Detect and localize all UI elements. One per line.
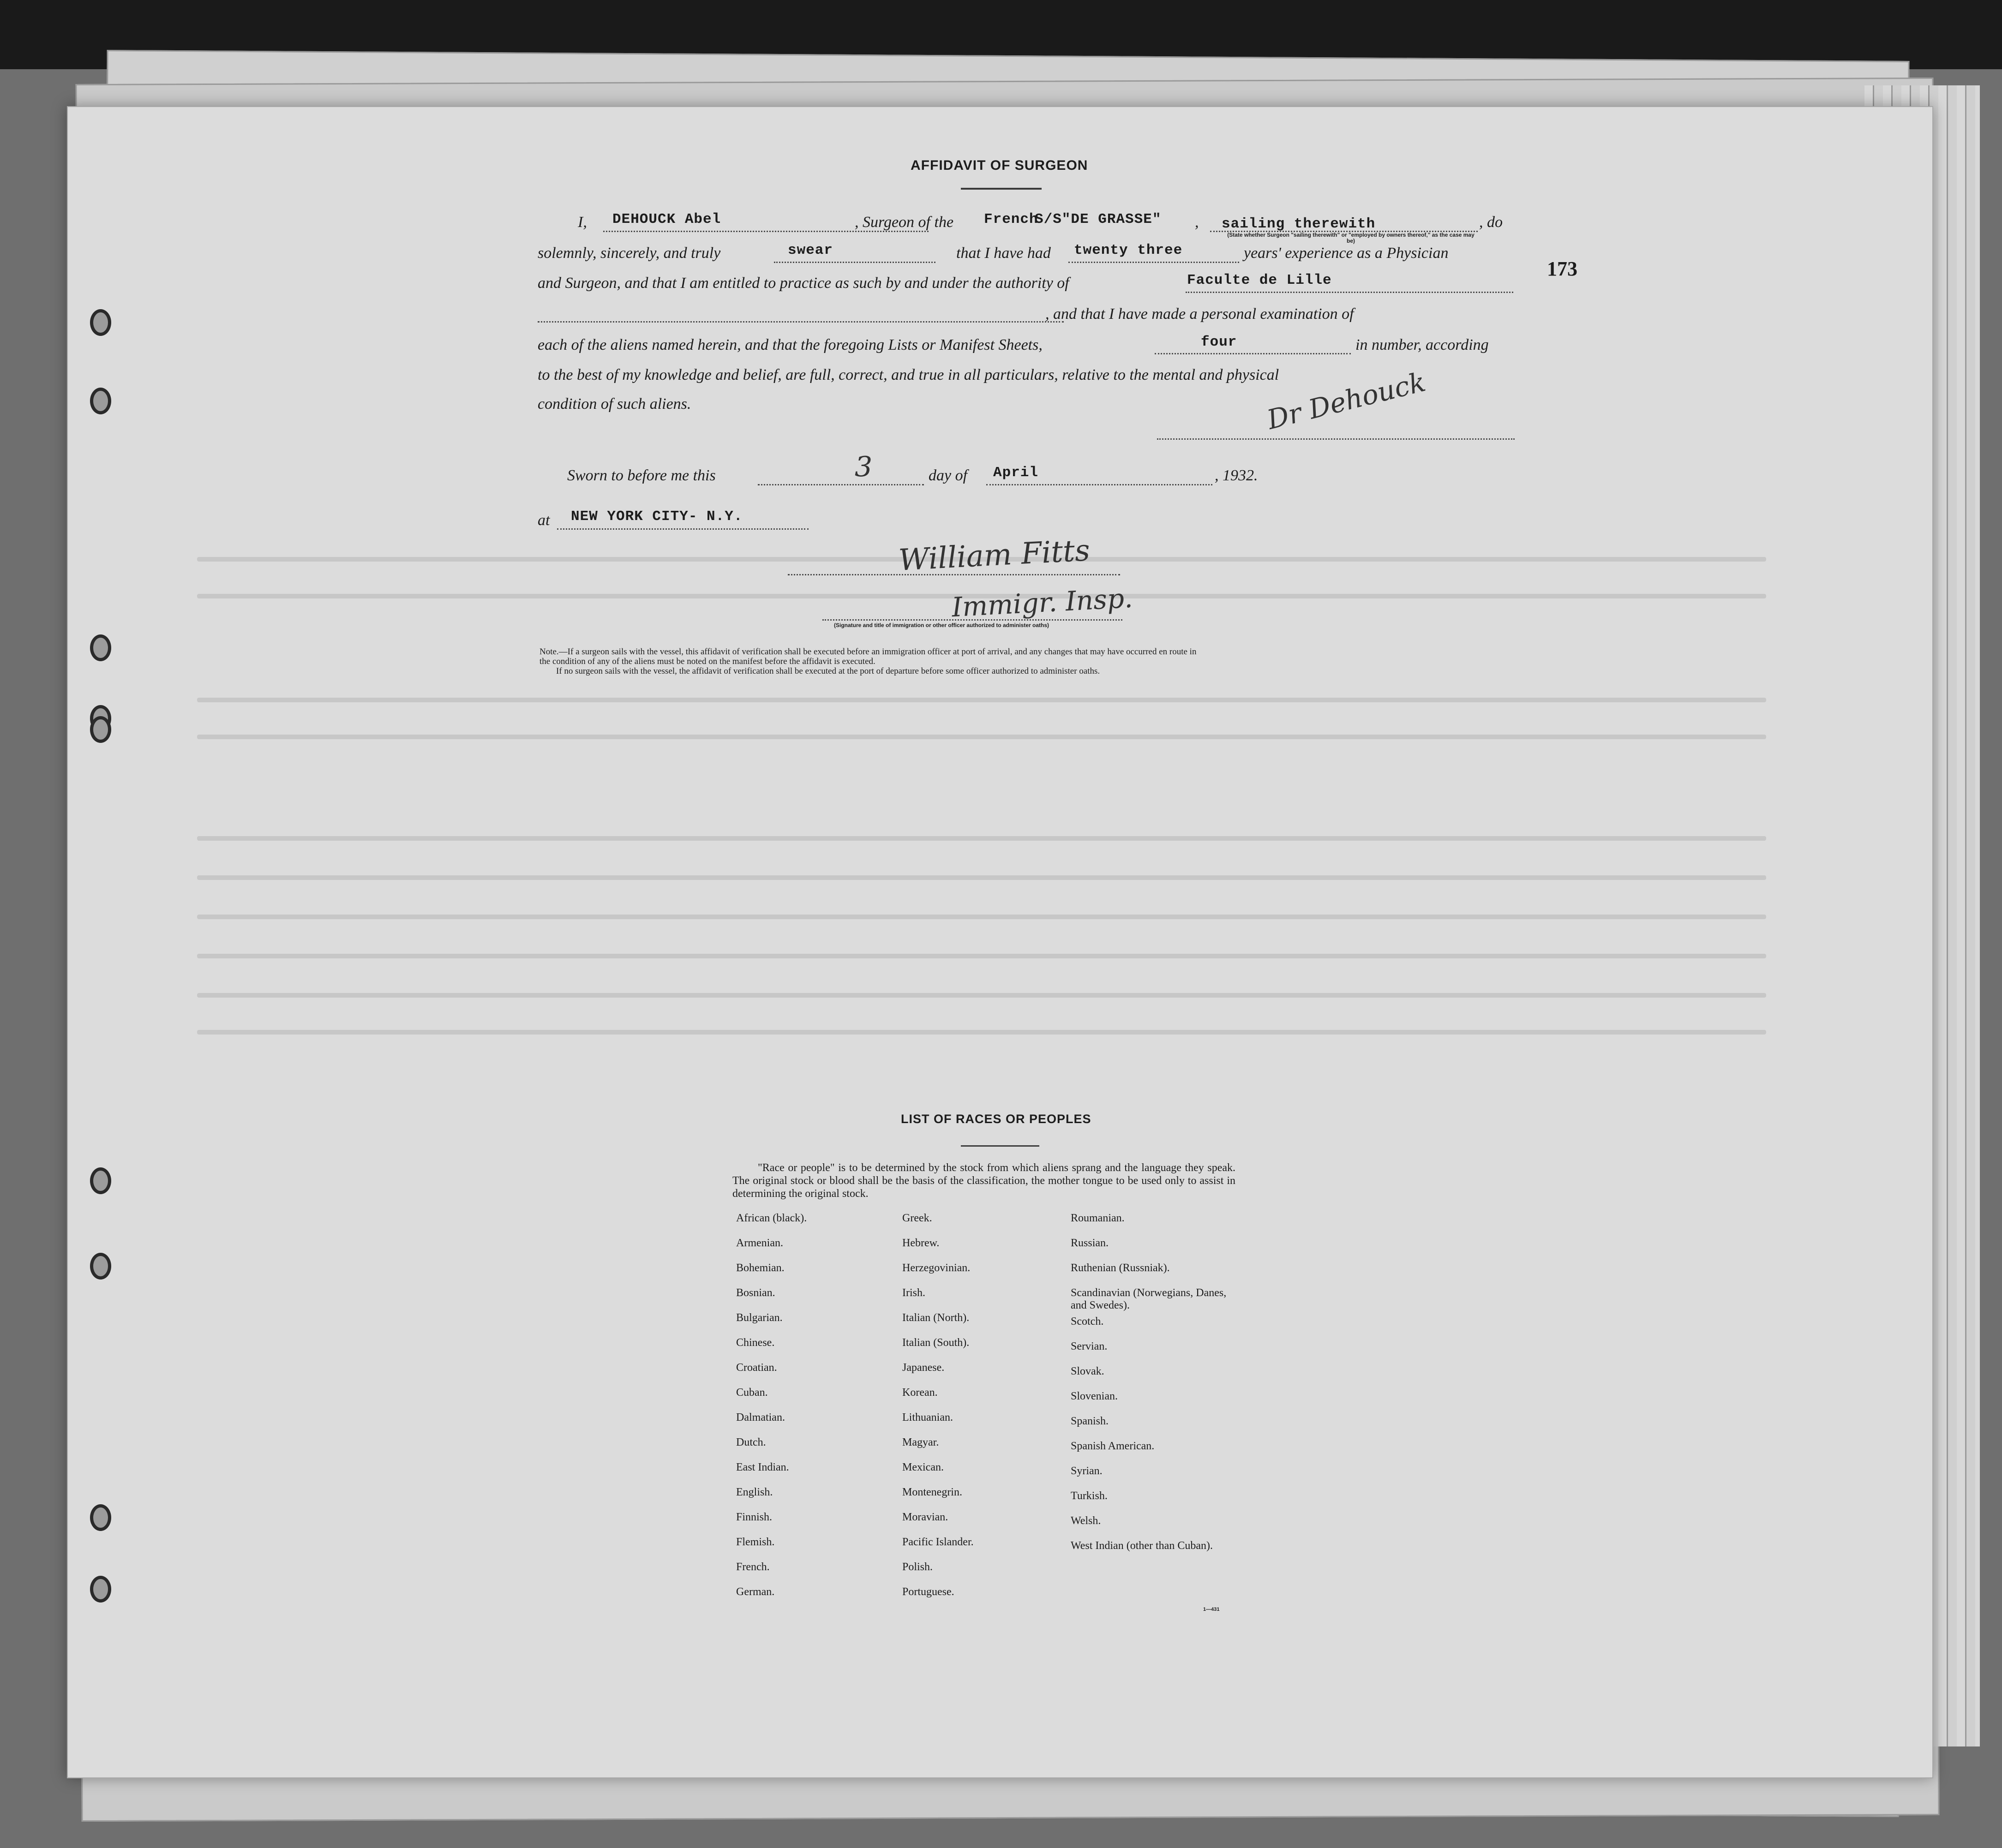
race-entry: Korean. (902, 1387, 938, 1399)
race-entry: Greek. (902, 1212, 932, 1224)
text-each-of-the-aliens: each of the aliens named herein, and that the foregoing Lists or Manifest Sheets, (538, 336, 1043, 353)
race-entry: East Indian. (736, 1461, 789, 1473)
races-title-underline (961, 1145, 1039, 1147)
text-day-of: day of (929, 467, 968, 484)
text-sworn: Sworn to before me this (567, 467, 716, 484)
officer-caption: (Signature and title of immigration or other officer authorized to administer oaths) (834, 622, 1049, 628)
race-entry: Mexican. (902, 1461, 944, 1473)
authority-blank (1186, 292, 1513, 293)
affidavit-page (67, 106, 1933, 1778)
text-do: , do (1479, 214, 1503, 231)
race-entry: Dalmatian. (736, 1411, 785, 1423)
race-entry: African (black). (736, 1212, 807, 1224)
bleed-through-row (197, 993, 1766, 998)
ship-name: S/S"DE GRASSE" (1035, 211, 1162, 227)
officer-signature-line (788, 574, 1120, 575)
race-entry: Slovak. (1071, 1365, 1104, 1377)
affidavit-title: AFFIDAVIT OF SURGEON (911, 158, 1088, 173)
race-entry: Pacific Islander. (902, 1536, 974, 1548)
text-in-number: in number, according (1355, 336, 1489, 353)
bleed-through-row (197, 698, 1766, 702)
surgeon-signature-line (1157, 438, 1515, 440)
races-column-2 (901, 1212, 1053, 1611)
race-entry: Bulgarian. (736, 1312, 783, 1324)
races-column-1 (735, 1212, 882, 1611)
text-at: at (538, 512, 550, 529)
race-entry: West Indian (other than Cuban). (1071, 1540, 1213, 1552)
race-entry: Italian (South). (902, 1337, 970, 1349)
race-entry: Bohemian. (736, 1262, 785, 1274)
race-entry: Cuban. (736, 1387, 768, 1399)
note-line-2: the condition of any of the aliens must be noted on the manifest before the affidavit is executed. (539, 657, 875, 666)
race-entry: Croatian. (736, 1362, 777, 1374)
races-intro: "Race or people" is to be determined by the stock from which aliens sprang and the language they speak. The original stock or blood shall be the basis of the classification, the mother tongue to be used only to assist in determining the original stock. (732, 1162, 1235, 1200)
bleed-through-row (197, 875, 1766, 880)
race-entry: Armenian. (736, 1237, 783, 1249)
race-entry: Spanish American. (1071, 1440, 1155, 1452)
race-entry: Montenegrin. (902, 1486, 962, 1498)
sailing-hint: (State whether Surgeon "sailing therewith" or "employed by owners thereof," as the case may be) (1227, 232, 1475, 244)
page-number: 173 (1547, 257, 1577, 280)
race-entry: Bosnian. (736, 1287, 775, 1299)
binder-hole-icon (90, 634, 111, 661)
race-entry: Polish. (902, 1561, 933, 1573)
note-line-1: Note.—If a surgeon sails with the vessel, this affidavit of verification shall be executed before an immigration officer at port of arrival, and any changes that may have occurred en route in (539, 647, 1197, 657)
sworn-month: April (993, 465, 1039, 481)
race-entry: Roumanian. (1071, 1212, 1125, 1224)
race-entry: Scandinavian (Norwegians, Danes, and Swedes). (1071, 1287, 1227, 1311)
sworn-year: , 1932. (1215, 467, 1258, 484)
binder-hole-icon (90, 716, 111, 743)
race-entry: Chinese. (736, 1337, 775, 1349)
race-entry: Magyar. (902, 1436, 939, 1448)
race-entry: Dutch. (736, 1436, 766, 1448)
binder-hole-icon (90, 388, 111, 414)
race-entry: Welsh. (1071, 1515, 1101, 1527)
race-entry: Servian. (1071, 1340, 1108, 1352)
race-entry: Syrian. (1071, 1465, 1103, 1477)
bleed-through-row (197, 954, 1766, 958)
races-title: LIST OF RACES OR PEOPLES (901, 1112, 1091, 1126)
text-i: I, (578, 214, 587, 231)
officer-title: Immigr. Insp. (951, 582, 1133, 623)
race-entry: Turkish. (1071, 1490, 1108, 1502)
place-blank (557, 528, 809, 530)
text-best-of-knowledge: to the best of my knowledge and belief, are full, correct, and true in all particulars, relative to the mental and physical (538, 366, 1279, 383)
race-entry: Russian. (1071, 1237, 1109, 1249)
oath-blank (774, 262, 935, 263)
form-footer-mark: 1—431 (1203, 1607, 1220, 1612)
surgeon-nationality: French (984, 211, 1038, 227)
race-entry: Irish. (902, 1287, 925, 1299)
race-entry: Spanish. (1071, 1415, 1109, 1427)
race-entry: Finnish. (736, 1511, 773, 1523)
races-column-3 (1069, 1212, 1229, 1556)
binder-hole-icon (90, 1167, 111, 1194)
sailing-status: sailing therewith (1222, 216, 1376, 232)
bleed-through-row (197, 915, 1766, 919)
text-years-experience: years' experience as a Physician (1244, 245, 1449, 262)
years-blank (1068, 262, 1239, 263)
surgeon-name: DEHOUCK Abel (612, 211, 721, 227)
note-line-3: If no surgeon sails with the vessel, the affidavit of verification shall be executed at the port of departure before some officer authorized to administer oaths. (556, 666, 1100, 676)
manifest-sheet-count: four (1201, 334, 1237, 350)
sworn-day: 3 (855, 451, 873, 483)
text-solemnly: solemnly, sincerely, and truly (538, 245, 721, 262)
practice-authority: Faculte de Lille (1187, 272, 1332, 288)
officer-title-line (822, 619, 1122, 621)
race-entry: Hebrew. (902, 1237, 940, 1249)
bleed-through-row (197, 1030, 1766, 1035)
race-entry: English. (736, 1486, 773, 1498)
race-entry: Moravian. (902, 1511, 948, 1523)
years-experience: twenty three (1074, 242, 1183, 258)
bleed-through-row (197, 836, 1766, 841)
race-entry: Slovenian. (1071, 1390, 1118, 1402)
race-entry: Japanese. (902, 1362, 945, 1374)
day-blank (758, 484, 924, 485)
text-surgeon-of-the: , Surgeon of the (855, 214, 954, 231)
race-entry: Flemish. (736, 1536, 775, 1548)
race-entry: Italian (North). (902, 1312, 970, 1324)
binder-hole-icon (90, 1504, 111, 1531)
binder-hole-icon (90, 309, 111, 336)
authority-continued-blank (538, 321, 1064, 323)
race-entry: Portuguese. (902, 1586, 954, 1598)
race-entry: German. (736, 1586, 775, 1598)
race-entry: French. (736, 1561, 770, 1573)
binder-hole-icon (90, 1253, 111, 1280)
month-blank (986, 484, 1212, 485)
text-personal-examination: , and that I have made a personal examination of (1045, 305, 1354, 323)
text-and-surgeon: and Surgeon, and that I am entitled to practice as such by and under the authority of (538, 275, 1069, 292)
binder-hole-icon (90, 1576, 111, 1603)
sheets-blank (1155, 353, 1351, 354)
sworn-place: NEW YORK CITY- N.Y. (571, 508, 743, 525)
text-comma: , (1195, 214, 1199, 231)
text-that-i-have-had: that I have had (956, 245, 1051, 262)
race-entry: Ruthenian (Russniak). (1071, 1262, 1170, 1274)
surgeon-signature: Dr Dehouck (1264, 366, 1429, 436)
race-entry: Lithuanian. (902, 1411, 953, 1423)
title-underline (961, 188, 1042, 190)
race-entry: Herzegovinian. (902, 1262, 971, 1274)
oath-type: swear (788, 242, 833, 258)
officer-signature: William Fitts (898, 533, 1091, 578)
bleed-through-row (197, 735, 1766, 739)
race-entry: Scotch. (1071, 1316, 1104, 1328)
text-condition: condition of such aliens. (538, 395, 691, 413)
